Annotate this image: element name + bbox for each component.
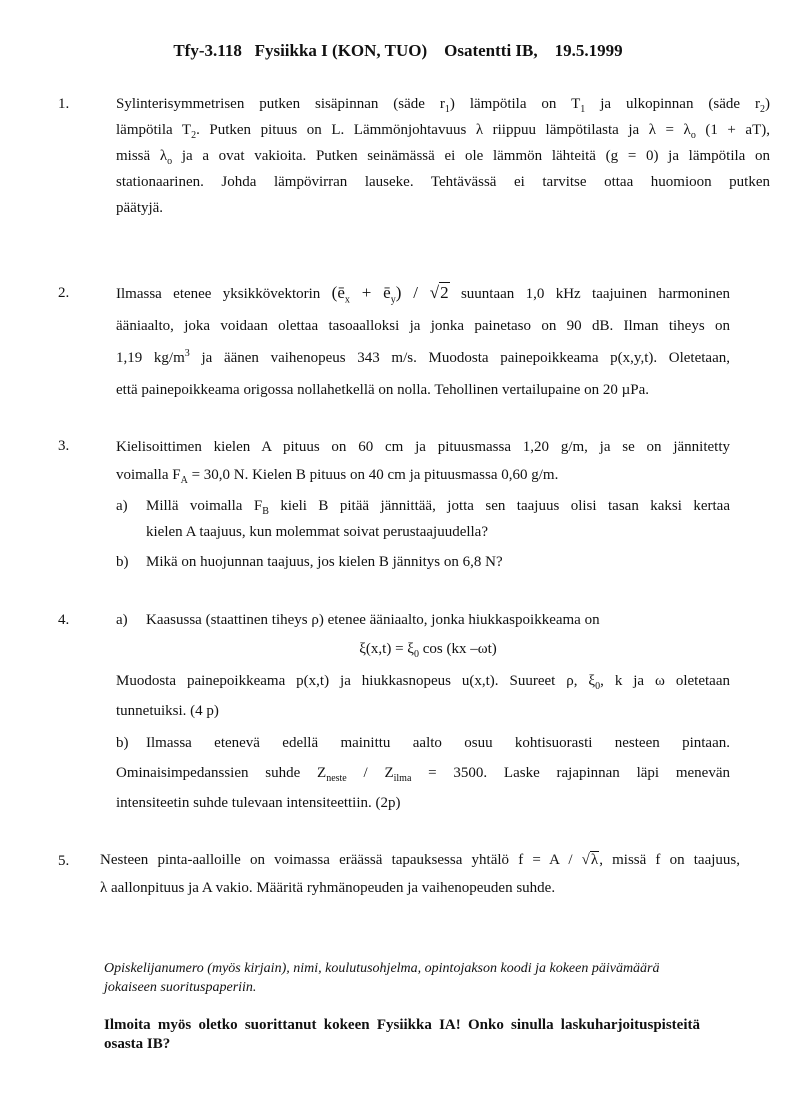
exam-title: [0, 41, 796, 61]
problem-1-line-2: lämpötila $T_2$. Putken pituus on L. Lämmönjohtavuus λ riippuu lämpötilasta ja $\lambda = \lambda_o$ (1 + aT),: [116, 122, 770, 141]
problem-3b: b) Mikä on huojunnan taajuus, jos kielen B jännitys on 6,8 N?: [116, 549, 730, 575]
problem-1: [116, 91, 770, 221]
problem-3-line-1: Kielisoittimen kielen A pituus on 60 cm ja pituusmassa 1,20 g/m, ja se on jännitetty: [116, 439, 730, 455]
problem-2-line-3: 1,19 $kg/m^3$ ja äänen vaihenopeus 343 m/s. Muodosta painepoikkeama p(x,y,t). Oletetaan,: [116, 348, 730, 366]
problem-2-line-4: että painepoikkeama origossa nollahetkellä on nolla. Tehollinen vertailupaine on 20 µPa.: [116, 382, 649, 398]
problem-2-line-1: Ilmassa etenee yksikkövektorin ($ē_x$ + $ē_y) / √2$ suuntaan 1,0 kHz taajuinen harmoninen: [116, 283, 730, 306]
exam-date: 19.5.1999: [554, 41, 623, 60]
problem-5: Nesteen pinta-aalloille on voimassa eräässä tapauksessa yhtälö f = A / √λ, missä f on taajuus, λ aallonpituus ja A vakio. Määritä ryhmänopeuden ja vaihenopeuden suhde.: [100, 846, 740, 902]
problem-1-line-5: päätyjä.: [116, 200, 164, 216]
problem-3: [116, 433, 730, 489]
problem-1-line-4: stationaarinen. Johda lämpövirran lauseke. Tehtävässä ei tarvitse ottaa huomioon putken: [116, 174, 770, 190]
exam-name: Osatentti IB,: [444, 41, 538, 60]
unit-vector-expression: ($ē_x$ + $ē_y) / √2$: [331, 283, 449, 306]
problem-3-number: 3.: [58, 438, 70, 454]
problem-4a-body: Muodosta painepoikkeama p(x,t) ja hiukkasnopeus u(x,t). Suureet ρ, $\xi_0$, k ja ω oletetaan tunnetuiksi. (4 p): [116, 666, 730, 726]
course-code: Tfy-3.118: [173, 41, 242, 60]
problem-4b-line-3: intensiteetin suhde tulevaan intensiteettiin. (2p): [116, 795, 401, 811]
problem-4b-line-2: Ominaisimpedanssien suhde $Z_{neste} / Z_{ilma} = 3500$. Laske rajapinnan läpi menevän: [116, 765, 730, 784]
course-name: Fysiikka I (KON, TUO): [254, 41, 428, 60]
problem-4b: b) Ilmassa etenevä edellä mainittu aalto osuu kohtisuorasti nesteen pintaan. Ominaisimpedanssien suhde $Z_{neste} / Z_{ilma} = 3500$. Laske rajapinnan läpi menevän intensiteetin suhde tulevaan intensiteettiin. (2p): [116, 728, 730, 818]
problem-4a-label: a): [116, 612, 128, 628]
problem-3a-label: a): [116, 498, 128, 514]
problem-3a-line-2: kielen A taajuus, kun molemmat soivat perustaajuudella?: [146, 524, 488, 540]
problem-2-number: 2.: [58, 285, 70, 301]
sqrt-lambda: √λ: [581, 852, 599, 868]
problem-4a-points: tunnetuiksi. (4 p): [116, 703, 219, 719]
exam-notice: Ilmoita myös oletko suorittanut kokeen Fysiikka IA! Onko sinulla laskuharjoituspisteitä osasta IB?: [104, 1017, 700, 1052]
displacement-equation: $\xi(x,t) = \xi_0$ cos (kx –ωt): [359, 641, 497, 660]
problem-5-number: 5.: [58, 853, 70, 869]
problem-3b-label: b): [116, 554, 129, 570]
problem-4b-label: b): [116, 735, 129, 751]
problem-2-line-2: ääniaalto, joka voidaan olettaa tasoaalloksi ja jonka painetaso on 90 dB. Ilman tiheys on: [116, 318, 730, 334]
problem-4-number: 4.: [58, 612, 70, 628]
problem-3a: a) Millä voimalla $F_B$ kieli B pitää jännittää, jotta sen taajuus olisi tasan kaksi kertaa kielen A taajuus, kun molemmat soivat perustaajuudella?: [116, 493, 730, 545]
problem-5-line-2: λ aallonpituus ja A vakio. Määritä ryhmänopeuden ja vaihenopeuden suhde.: [100, 880, 556, 896]
problem-1-line-3: missä $\lambda_o$ ja a ovat vakioita. Putken seinämässä ei ole lämmön lähteitä (g = 0) ja lämpötila on: [116, 148, 770, 167]
problem-1-line-1: Sylinterisymmetrisen putken sisäpinnan (säde $r_1$) lämpötila on $T_1$ ja ulkopinnan (säde $r_2$): [116, 96, 770, 115]
problem-3-line-2: voimalla $F_A = 30,0$ N. Kielen B pituus on 40 cm ja pituusmassa 0,60 g/m.: [116, 467, 559, 486]
problem-1-number: 1.: [58, 96, 70, 112]
problem-2: [116, 277, 730, 406]
problem-4a: a) Kaasussa (staattinen tiheys ρ) etenee ääniaalto, jonka hiukkaspoikkeama on: [116, 607, 730, 633]
student-info-note: Opiskelijanumero (myös kirjain), nimi, koulutusohjelma, opintojakson koodi ja kokeen päivämäärä jokaiseen suorituspaperiin.: [104, 961, 660, 995]
